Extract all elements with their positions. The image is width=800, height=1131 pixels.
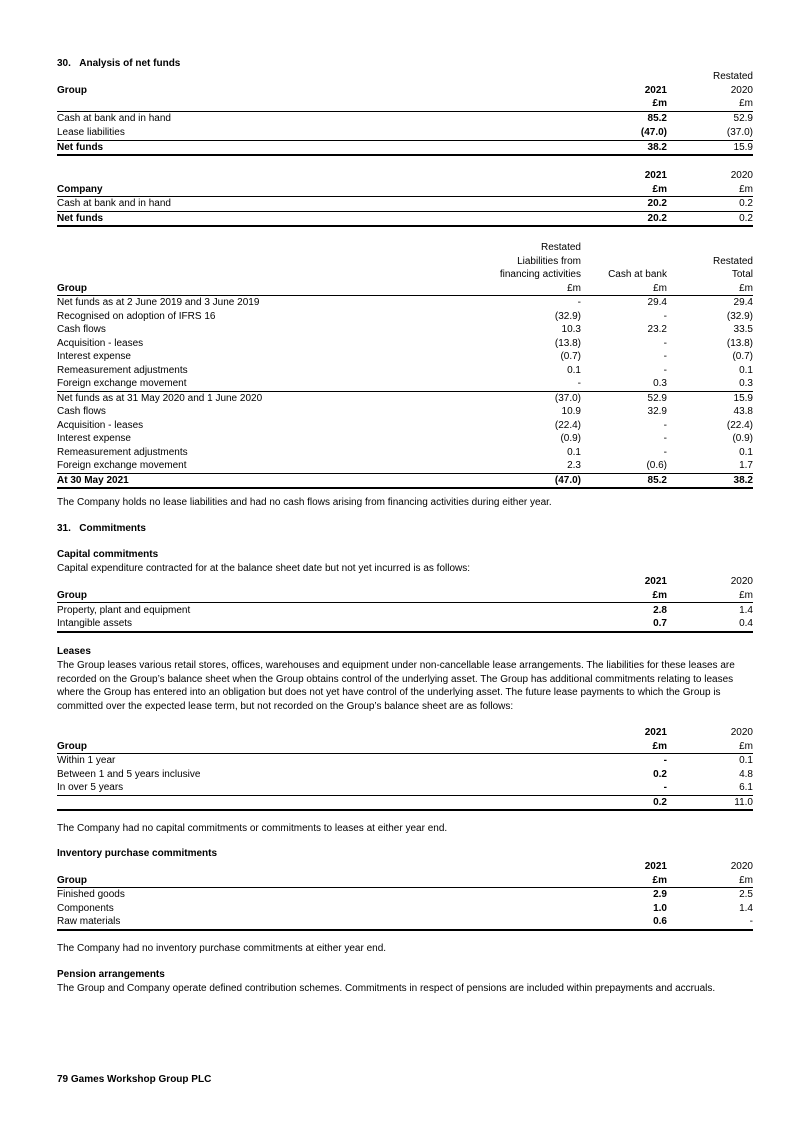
table-row: Finished goods 2.9 2.5 — [57, 889, 753, 900]
table-row: Intangible assets 0.7 0.4 — [57, 617, 753, 632]
table-row: Components 1.0 1.4 — [57, 902, 753, 914]
table-row: Cash flows 10.9 32.9 43.8 — [57, 406, 753, 417]
col-2020: 2020 — [730, 84, 753, 96]
capital-commitments-table: 2021 2020 Group £m £m Property, plant and equipment 2.8 1.4 Intangible assets 0.7 0.4 — [57, 575, 753, 633]
leases-note: The Company had no capital commitments or commitments to leases at either year end. — [57, 823, 448, 834]
table-row: In over 5 years - 6.1 — [57, 782, 753, 793]
inventory-note: The Company had no inventory purchase commitments at either year end. — [57, 943, 387, 954]
table-row: Foreign exchange movement 2.3 (0.6) 1.7 — [57, 460, 753, 471]
lease-note: The Company holds no lease liabilities and had no cash flows arising from financing activities during either year. — [57, 497, 552, 508]
table-row: Cash flows 10.3 23.2 33.5 — [57, 324, 753, 335]
col-2021: 2021 — [644, 84, 667, 96]
inventory-heading: Inventory purchase commitments — [57, 848, 218, 859]
total-row: Net funds 20.2 0.2 — [57, 211, 753, 226]
total-row: Net funds 38.2 15.9 — [57, 140, 753, 155]
table-row: Cash at bank and in hand 85.2 52.9 — [57, 113, 753, 124]
table-row: Remeasurement adjustments 0.1 - 0.1 — [57, 446, 753, 458]
table-row: Property, plant and equipment 2.8 1.4 — [57, 604, 753, 616]
capital-commitments-intro: Capital expenditure contracted for at the balance sheet date but not yet incurred is as follows: — [57, 563, 471, 574]
table-row: Remeasurement adjustments 0.1 - 0.1 — [57, 364, 753, 376]
inventory-commitments-table: 2021 2020 Group £m £m Finished goods 2.9 2.5 Components 1.0 1.4 Raw materials 0.6 - — [57, 860, 753, 931]
pension-text: The Group and Company operate defined contribution schemes. Commitments in respect of pensions are included within prepayments and accruals. — [57, 983, 716, 994]
table-row: Net funds as at 2 June 2019 and 3 June 2019 - 29.4 29.4 — [57, 297, 753, 308]
capital-commitments-heading: Capital commitments — [57, 549, 159, 560]
company-label: Company — [57, 183, 557, 197]
group-net-funds-table — [57, 70, 753, 156]
page-footer: 79 Games Workshop Group PLC — [57, 1074, 212, 1085]
unit-2021: £m — [557, 97, 667, 111]
group-label: Group — [57, 84, 87, 96]
table-row: Cash at bank and in hand 20.2 0.2 — [57, 198, 753, 209]
table-row: Raw materials 0.6 - — [57, 915, 753, 930]
net-funds-movement-table: Restated Liabilities from Restated financing activities Cash at bank Total Group £m £m £m Net funds as at 2 June 2019 and 3 June 2019 - 29.4 29.4 Recognised on adoption of IFRS 16 (32.9) - (32.9) Cash flows 10.3 23.2 33.5 Acquisition - leases (13.8) - (13.8) Interest expense (0.7) - (0.7) Remeasurement adjustments 0.1 - 0.1 Foreign exchange movement - 0.3 0.3 Net funds as at 31 May 2020 and 1 June 2020 (37.0) 52.9 15.9 Cash flows 10.9 32.9 43.8 Acquisition - leases (22.4) - (22.4) Interest expense (0.9) - (0.9) Remeasurement adjustments 0.1 - 0.1 Foreign exchange movement 2.3 (0.6) 1.7 At 30 May 2021 (47.0) 85.2 38.2 — [57, 241, 753, 489]
lease-commitments-table: 2021 2020 Group £m £m Within 1 year - 0.1 Between 1 and 5 years inclusive 0.2 4.8 In over 5 years - 6.1 0.2 11.0 — [57, 726, 753, 811]
total-row: 0.2 11.0 — [57, 795, 753, 810]
table-row: Net funds as at 31 May 2020 and 1 June 2020 (37.0) 52.9 15.9 — [57, 392, 753, 404]
table-row: Interest expense (0.9) - (0.9) — [57, 433, 753, 444]
table-row: Lease liabilities (47.0) (37.0) — [57, 127, 753, 138]
table-row: Acquisition - leases (22.4) - (22.4) — [57, 419, 753, 431]
note-30-title: 30. Analysis of net funds — [57, 58, 181, 69]
pension-heading: Pension arrangements — [57, 969, 165, 980]
note-31-title: 31. Commitments — [57, 523, 146, 534]
table-row: Foreign exchange movement - 0.3 0.3 — [57, 378, 753, 389]
table-row: Interest expense (0.7) - (0.7) — [57, 351, 753, 362]
table-row: Within 1 year - 0.1 — [57, 755, 753, 766]
table-row: Acquisition - leases (13.8) - (13.8) — [57, 337, 753, 349]
restated-label: Restated — [712, 71, 753, 82]
unit-2020: £m — [667, 97, 753, 111]
total-row: At 30 May 2021 (47.0) 85.2 38.2 — [57, 473, 753, 488]
company-net-funds-table: 2021 2020 Company £m £m Cash at bank and in hand 20.2 0.2 Net funds 20.2 0.2 — [57, 169, 753, 227]
leases-text: The Group leases various retail stores, offices, warehouses and equipment under non-cancellable lease arrangements. The liabilities for these leases are recorded on the Group’s balance sheet when the Group obtains control of the underlying asset. The Group has additional commitments relating to leases where the Group has entered into an obligation but does not yet have control of the underlying asset. The future lease payments to which the Group is committed over the expected lease term, but not recorded on the Group’s balance sheet are as follows: — [57, 660, 735, 712]
table-row: Between 1 and 5 years inclusive 0.2 4.8 — [57, 768, 753, 780]
leases-heading: Leases — [57, 646, 91, 657]
table-row: Recognised on adoption of IFRS 16 (32.9) - (32.9) — [57, 310, 753, 322]
